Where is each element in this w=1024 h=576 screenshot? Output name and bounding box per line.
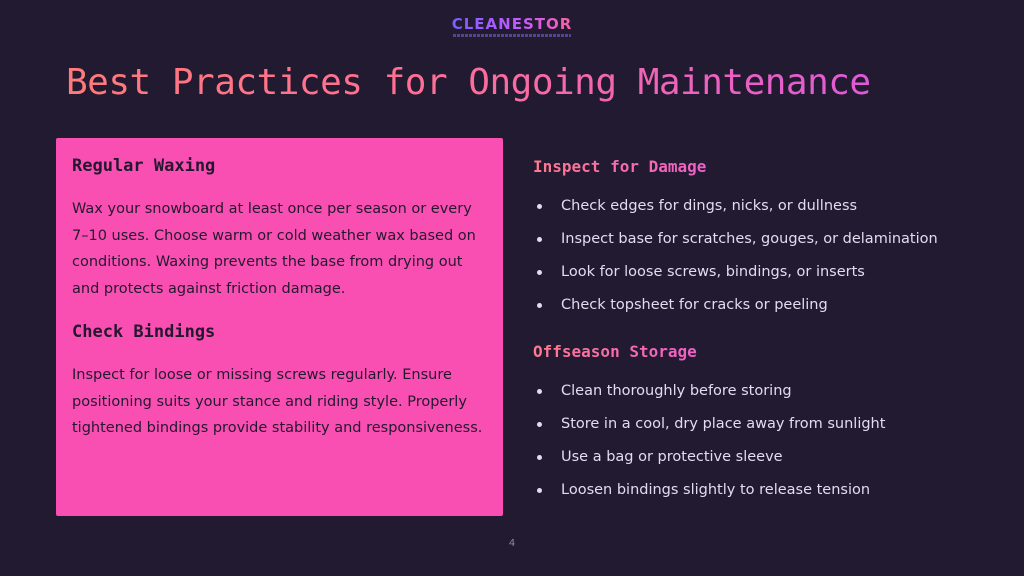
damage-list (533, 190, 1003, 322)
slide-title: Best Practices for Ongoing Maintenance (66, 62, 871, 103)
list-item: Use a bag or protective sleeve (533, 441, 1003, 474)
logo-wordmark: CLEANESTOR (451, 15, 573, 33)
list-item: Loosen bindings slightly to release tension (533, 474, 1003, 507)
list-item: Check topsheet for cracks or peeling (533, 289, 1003, 322)
right-column (533, 157, 1003, 527)
left-card (56, 138, 503, 516)
card-heading-bindings: Check Bindings (72, 322, 216, 342)
card-body-bindings: Inspect for loose or missing screws regularly. Ensure positioning suits your stance and riding style. Properly tightened bindings provide stability and responsiveness. (72, 367, 483, 436)
card-heading-waxing: Regular Waxing (72, 156, 216, 176)
logo-tagline-graphic (453, 34, 571, 37)
list-item: Check edges for dings, nicks, or dullness (533, 190, 1003, 223)
card-body-waxing: Wax your snowboard at least once per season or every 7–10 uses. Choose warm or cold weather wax based on conditions. Waxing prevents the base from drying out and protects against friction damage. (72, 201, 476, 297)
list-item: Look for loose screws, bindings, or inserts (533, 256, 1003, 289)
list-item: Clean thoroughly before storing (533, 375, 1003, 408)
brand-logo (0, 14, 1024, 37)
storage-list (533, 375, 1003, 507)
section-heading-damage: Inspect for Damage (533, 157, 707, 176)
list-item: Store in a cool, dry place away from sunlight (533, 408, 1003, 441)
page-number: 4 (508, 538, 516, 549)
list-item: Inspect base for scratches, gouges, or delamination (533, 223, 1003, 256)
section-heading-storage: Offseason Storage (533, 342, 697, 361)
